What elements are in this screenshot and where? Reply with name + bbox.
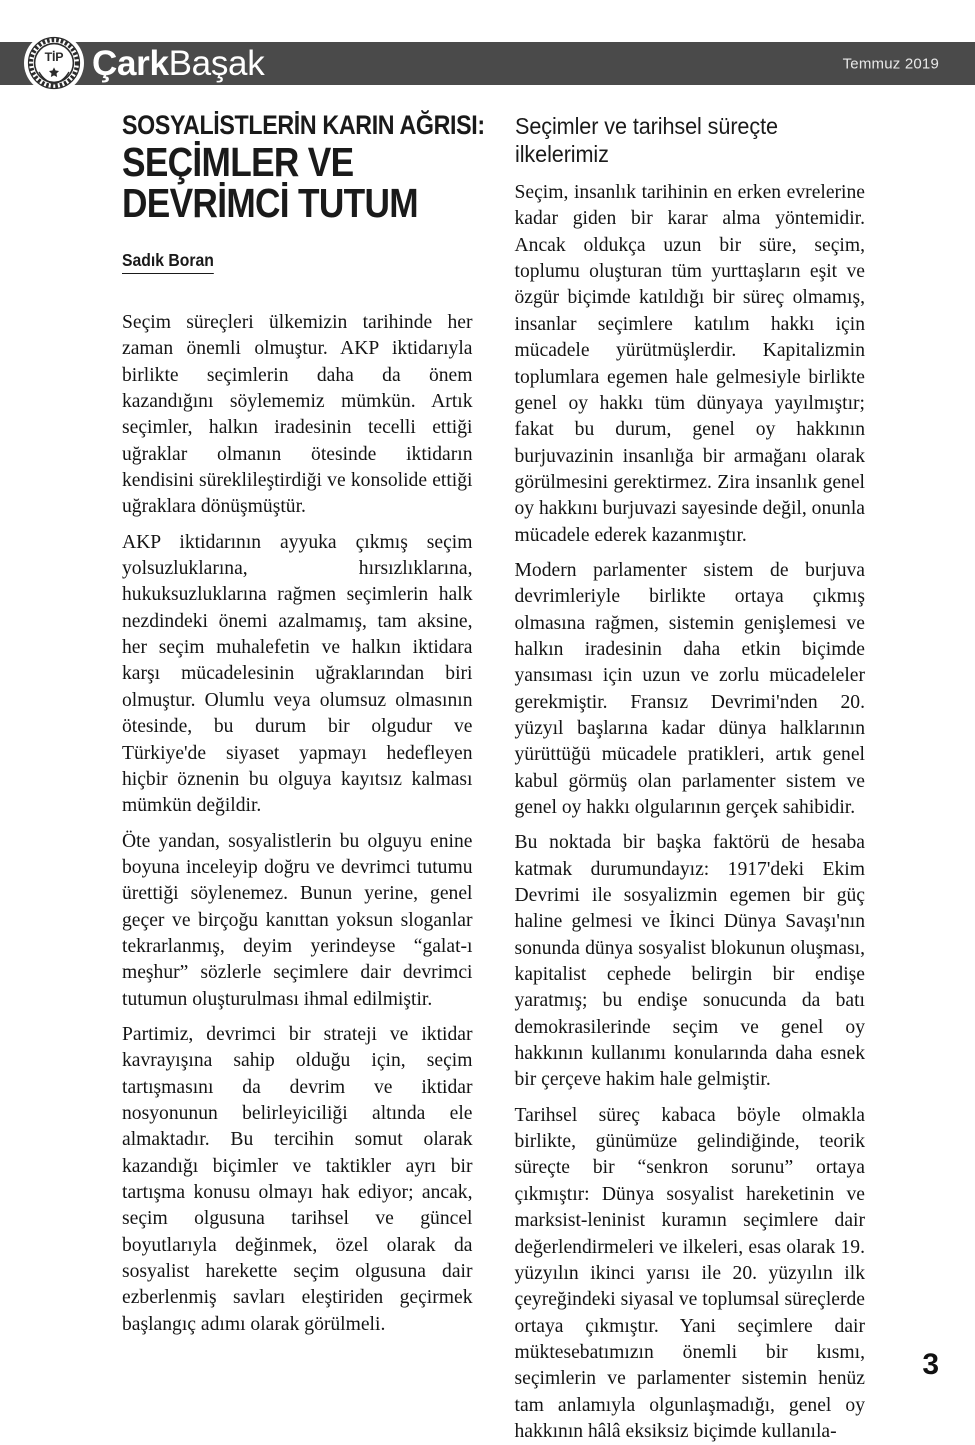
paragraph: Partimiz, devrimci bir strateji ve iktidar kavrayışına sahip olduğu için, seçim tartışmasını da devrim ve iktidar nosyonunun belirleyiciliği altında ele almaktadır. Bu tercihin somut olarak kazandığı biçimler ve taktikler ayrı bir tartışma konusu olmayı hak ediyor; ancak, seçim olgusuna tarihsel ve güncel boyutlarıyla değinmek, özel olarak da sosyalist harekette seçim olgusuna dair ezberlenmiş savları eleştiriden geçirmek başlangıç adımı olarak görülmeli.	[122, 1023, 473, 1335]
left-column-text	[122, 310, 473, 1338]
byline-wrapper	[122, 250, 473, 310]
article-title-main: SEÇİMLER VE DEVRİMCİ TUTUM	[122, 139, 418, 226]
masthead-inner	[0, 42, 975, 85]
svg-text:TİP: TİP	[44, 50, 64, 65]
issue-date: Temmuz 2019	[842, 55, 939, 72]
paragraph: Seçim süreçleri ülkemizin tarihinde her zaman önemli olmuştur. AKP iktidarıyla birlikte seçimlerin daha da önem kazandığını söylememiz mümkün. Artık seçimler, halkın iradesinin tecelli ettiği uğraklar olmanın ötesinde iktidarın kendisini süreklileştirdiği ve konsolide ettiği uğraklara dönüşmüştür.	[122, 312, 473, 518]
publication-wordmark	[92, 43, 265, 83]
wordmark-bold-part: Çark	[92, 43, 169, 83]
section-heading: Seçimler ve tarihsel süreçte ilkelerimiz	[514, 113, 778, 168]
tip-party-emblem-icon	[24, 33, 84, 93]
wordmark-light-part: Başak	[168, 43, 265, 83]
left-column	[122, 110, 485, 1335]
paragraph: Modern parlamenter sistem de burjuva devrimleriyle birlikte ortaya çıkmış olmasına rağmen, sistemin genişlemesi ve halkın iradesinin daha etkin biçimde yansıması için uzun ve zorlu mücadeleler gerekmiştir. Fransız Devrimi'nden 20. yüzyıl başlarına kadar dünya halklarının yürüttüğü mücadele pratikleri, artık genel kabul görmüş olan parlamenter sistem ve genel oy hakkı olgularının gerçek sahibidir.	[514, 559, 865, 818]
paragraph: Öte yandan, sosyalistlerin bu olguyu enine boyuna inceleyip doğru ve devrimci tutumu ürettiği söylenemez. Bunun yerine, genel geçer ve birçoğu kanıttan yoksun sloganlar tekrarlanmış, deyim yerindeyse “galat-ı meşhur” sözlerle seçimlere dair devrimci tutumun oluşturulması ihmal edilmiştir.	[122, 830, 473, 1010]
masthead-bar	[0, 42, 975, 85]
page-number: 3	[922, 1348, 939, 1381]
paragraph: Tarihsel süreç kabaca böyle olmakla birlikte, günümüze gelindiğinde, teorik süreçte bir “senkron sorunu” ortaya çıkmıştır: Dünya sosyalist hareketinin ve marksist-leninist kuramın seçimlere dair değerlendirmeleri ve ilkeleri, esas olarak 19. yüzyılın ikinci yarısı ile 20. yüzyılın ilk çeyreğindeki siyasal ve toplumsal süreçlerde ortaya çıkmıştır. Yani seçimlere dair müktesebatımızın önemli bir kısmı, seçimlerin ve parlamenter sistemin henüz tam anlamıyla olgunlaşmadığı, genel oy hakkının hâlâ eksiksiz biçimde kullanıla-	[514, 1104, 865, 1442]
right-column-text	[515, 180, 866, 1445]
byline-author: Sadık Boran	[122, 250, 214, 274]
article-title-kicker: SOSYALİSTLERİN KARIN AĞRISI:	[122, 110, 485, 140]
paragraph: AKP iktidarının ayyuka çıkmış seçim yolsuzluklarına, hırsızlıklarına, hukuksuzluklarına rağmen seçimlerin halk nezdindeki önemi azalmamış, tam aksine, her seçim muhalefetin ve halkın iktidara karşı mücadelesinin uğraklarından biri olmuştur. Olumlu veya olumsuz olmasının ötesinde, bu durum bir olgudur ve Türkiye'de siyaset yapmayı hedefleyen hiçbir öznenin bu olguya kayıtsız kalması mümkün değildir.	[122, 531, 473, 817]
article-body	[0, 110, 975, 1442]
right-column	[514, 112, 866, 1442]
paragraph: Bu noktada bir başka faktörü de hesaba katmak durumundayız: 1917'deki Ekim Devrimi ile sosyalizmin egemen bir güç haline gelmesi ve İkinci Dünya Savaşı'nın sonunda dünya sosyalist blokunun oluşması, kapitalist cephede belirgin bir endişe yaratmış; bu endişe sonucunda da batı demokrasilerinde seçim ve genel oy hakkının kullanımı konularında daha esnek bir çerçeve hakim hale gelmiştir.	[514, 832, 865, 1091]
page-title	[122, 110, 485, 226]
paragraph: Seçim, insanlık tarihinin en erken evrelerine kadar giden bir karar alma yöntemidir. Ancak oldukça uzun bir süre, seçim, toplumu oluşturan tüm yurttaşların eşit ve özgür biçimde katıldığı bir süreç olmamış, insanlar seçimlere katılım hakkı için mücadele yürütmüşlerdir. Kapitalizmin toplumlara egemen hale gelmesiyle birlikte genel oy hakkı tüm dünyaya yayılmıştır; fakat bu durum, genel oy hakkının burjuvazinin insanlığa bir armağanı olarak görülmesini gerektirmez. Zira insanlık genel oy hakkını burjuvazi sayesinde değil, onunla mücadele ederek kazanmıştır.	[514, 182, 865, 546]
